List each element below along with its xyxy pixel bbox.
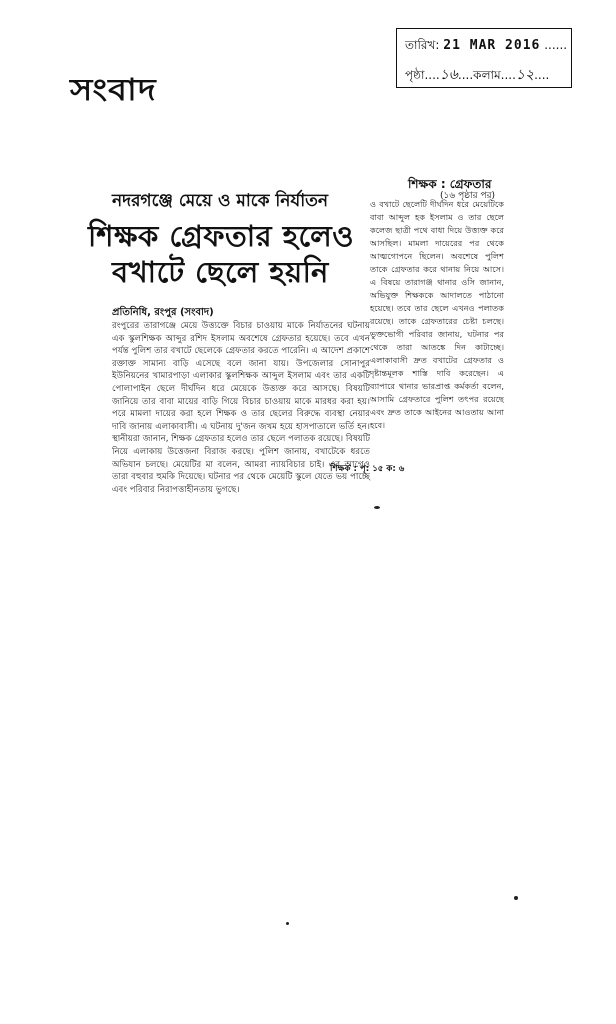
headline-line-2: বখাটে ছেলে হয়নি: [112, 255, 329, 289]
stamp-page-label: পৃষ্ঠা: [405, 68, 425, 82]
stamp-column-label: কলাম: [473, 68, 501, 82]
article-dateline: প্রতিনিধি, রংপুর (সংবাদ): [112, 307, 214, 318]
scan-speck: [374, 506, 380, 509]
article-kicker: নদরগঞ্জে মেয়ে ও মাকে নির্যাতন: [112, 191, 329, 211]
scan-speck: [514, 896, 518, 900]
stamp-date-label: তারিখ: [405, 38, 436, 52]
continuation-heading: শিক্ষক : গ্রেফতার: [408, 177, 492, 191]
continued-marker: শিক্ষক : পৃ: ১৫ ক: ৬: [330, 464, 405, 474]
body-right-text: ও বখাটে ছেলেটি দীর্ঘদিন ধরে মেয়েটিকে বাবা আব্দুল হক ইসলাম ও তার ছেলে কলেজ ছাত্রী পথে বাধা দিয়ে উত্ত্যক্ত করে আসছিল। মামলা দায়েরের পর থেকে আত্মগোপনে ছিলেন। অবশেষে পুলিশ তাকে গ্রেফতার করে থানায় নিয়ে আসে। এ বিষয়ে তারাগঞ্জ থানার ওসি জানান, অভিযুক্ত শিক্ষককে আদালতে পাঠানো হয়েছে। তবে তার ছেলে এখনও পলাতক রয়েছে। তাকে গ্রেফতারের চেষ্টা চলছে। ভুক্তভোগী পরিবার জানায়, ঘটনার পর থেকে তারা আতঙ্কে দিন কাটাচ্ছে। এলাকাবাসী দ্রুত বখাটের গ্রেফতার ও দৃষ্টান্তমূলক শাস্তি দাবি করেছেন। এ ব্যাপারে থানার ভারপ্রাপ্ত কর্মকর্তা বলেন, আসামি গ্রেফতারে পুলিশ তৎপর রয়েছে এবং দ্রুত তাকে আইনের আওতায় আনা হবে।: [370, 199, 504, 430]
stamp-page-line: পৃষ্ঠা....১৬....কলাম....১২....: [405, 67, 550, 83]
stamp-date-value: 21 MAR 2016: [443, 38, 541, 53]
scan-speck: [286, 922, 289, 925]
date-stamp: [396, 28, 572, 88]
stamp-date-line: তারিখ: 21 MAR 2016 ......: [405, 38, 568, 53]
headline-line-1: শিক্ষক গ্রেফতার হলেও: [88, 219, 355, 253]
stamp-column-value: ১২: [515, 67, 535, 83]
continuation-subheading: (১৬ পৃষ্ঠার পর): [440, 191, 496, 201]
newspaper-masthead: সংবাদ: [70, 72, 157, 109]
article-body-right: [370, 198, 504, 432]
body-left-text: রংপুরের তারাগঞ্জে মেয়ে উত্ত্যক্তে বিচার চাওয়ায় মাকে নির্যাতনের ঘটনায় এক স্কুলশিক্ষক আব্দুর রশিদ ইসলাম অবশেষে গ্রেফতার হয়েছে। তবে এখন পর্যন্ত পুলিশ তার বখাটে ছেলেকে গ্রেফতার করতে পারেনি। এ আদেশ প্রকাশে রক্তাক্ত সামান্য বাড়ি এসেছে বলে জানা যায়। উপজেলার সোনাপুর ইউনিয়নের খামারপাড়া এলাকার স্কুলশিক্ষক আব্দুল ইসলাম এবং তার একটি পোলাপাইন ছেলে দীর্ঘদিন ধরে মেয়েকে উত্ত্যক্ত করে আসছে। বিষয়টি জানিয়ে তার বাবা মায়ের বাড়ি গিয়ে বিচার চাওয়ায় মাকে মারধর করা হয়। পরে মামলা দায়ের করা হলে শিক্ষক ও তার ছেলের বিরুদ্ধে ব্যবস্থা নেয়ার দাবি জানায় এলাকাবাসী। এ ঘটনায় দু'জন জখম হয়ে হাসপাতালে ভর্তি হন। স্থানীয়রা জানান, শিক্ষক গ্রেফতার হলেও তার ছেলে পলাতক রয়েছে। বিষয়টি নিয়ে এলাকায় উত্তেজনা বিরাজ করছে। পুলিশ জানায়, বখাটেকে ধরতে অভিযান চলছে। মেয়েটির মা বলেন, আমরা ন্যায়বিচার চাই। এর আগেও তারা বহুবার হুমকি দিয়েছে। ঘটনার পর থেকে মেয়েটি স্কুলে যেতে ভয় পাচ্ছে এবং পরিবার নিরাপত্তাহীনতায় ভুগছে।: [112, 321, 370, 495]
stamp-page-value: ১৬: [439, 67, 458, 83]
